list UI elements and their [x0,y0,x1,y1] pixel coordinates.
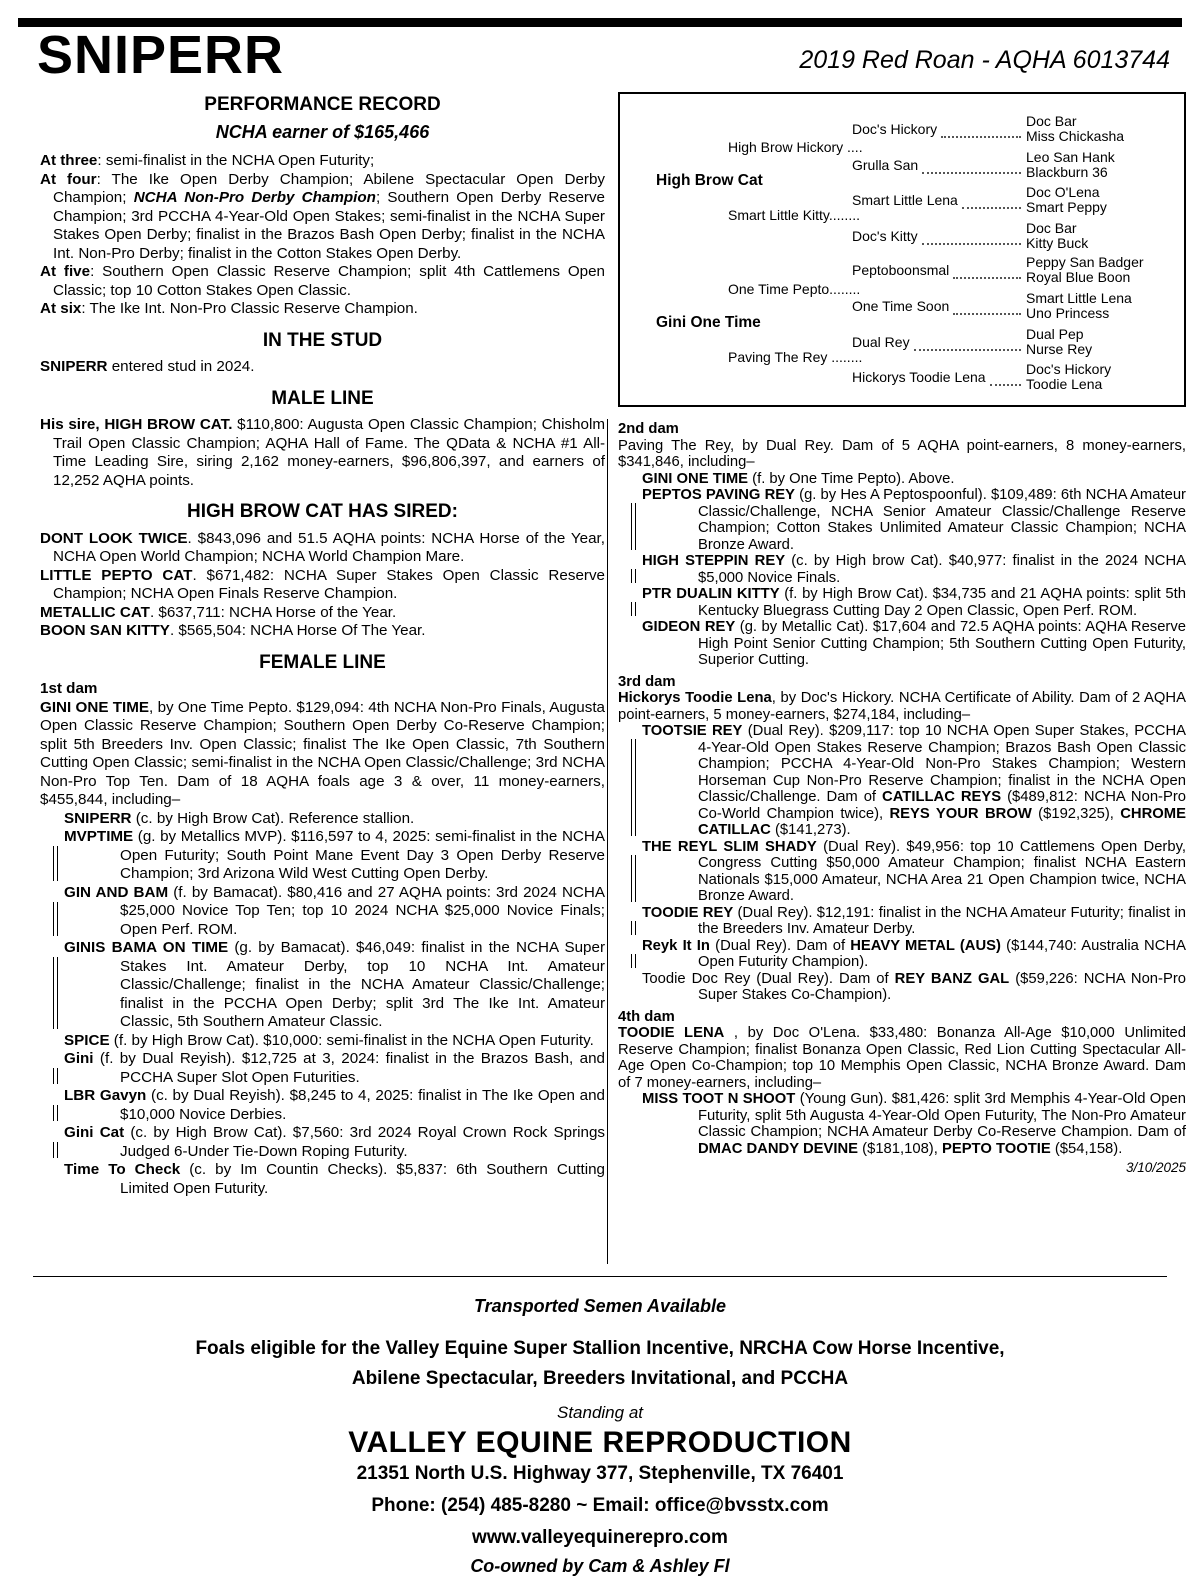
ancestor-name: Dual Rey [852,333,910,350]
right-column [618,92,1186,1177]
progeny-entry: TOODIE REY (Dual Rey). $12,191: finalist in the NCHA Amateur Futurity; finalist in the Breeders Inv. Amateur Derby. [642,905,1186,938]
left-column [40,92,605,1198]
ancestor-name: Doc Bar [1026,113,1077,129]
continuation-bars [631,855,636,902]
progeny-entry: PEPTOS PAVING REY (g. by Hes A Peptospoonful). $109,489: 6th NCHA Amateur Classic/Challenge, NCHA Senior Amateur Classic/Challenge Reserve Champion; Cotton Stakes Unlimited Amateur Classic Champion; NCHA Bronze Award. [642,487,1186,553]
performance-list [40,152,605,319]
progeny-entry: Gini Cat (c. by High Brow Cat). $7,560: 3rd 2024 Royal Crown Rock Springs Judged 6-Under Tie-Down Roping Futurity. [64,1124,605,1161]
website-url: www.valleyequinerepro.com [472,1527,728,1548]
continuation-bars [631,739,636,836]
continuation-bars [631,921,636,935]
ancestor-pair [1026,185,1178,215]
dotted-leader [941,121,1021,138]
dotted-leader [962,192,1021,209]
dam-heading: 3rd dam [618,673,676,690]
pedigree-row [852,362,1178,392]
pedigree-row [852,327,1178,357]
ancestor-name: Doc's Hickory [852,120,938,137]
progeny-entry: MVPTIME (g. by Metallics MVP). $116,597 to 4, 2025: semi-finalist in the NCHA Open Futurity; South Point Mane Event Day 3 Open Derby Reserve Champion; 3rd Arizona Wild West Cutting Open Derby. [64,828,605,884]
progeny-entry: TOOTSIE REY (Dual Rey). $209,117: top 10 NCHA Open Super Stakes, PCCHA 4-Year-Old Open Stakes Reserve Champion; Brazos Bash Open Classic Champion; PCCHA 4-Year-Old Non-Pro Stakes Champion; Western Horseman Cup Non-Pro Reserve Champion; finalist in the NCHA Open Classic/Challenge. Dam of CATILLAC REYS ($489,812: NCHA Non-Pro Co-World Champion twice), REYS YOUR BROW ($192,325), CHROME CATILLAC ($141,273). [642,723,1186,839]
ancestor-pair [1026,327,1178,357]
sired-entry: LITTLE PEPTO CAT. $671,482: NCHA Super Stakes Open Classic Reserve Champion; NCHA Open Finals Reserve Champion. [40,566,605,602]
earnings-line: NCHA earner of $165,466 [215,121,430,142]
dam-heading: 1st dam [40,680,98,697]
ancestor-name: Doc's Hickory [1026,361,1112,377]
continuation-bars [631,954,636,968]
footer-rule [33,1276,1167,1277]
progeny-entry: SNIPERR (c. by High Brow Cat). Reference stallion. [64,809,415,827]
progeny-entry: HIGH STEPPIN REY (c. by High brow Cat). $40,977: finalist in the 2024 NCHA $5,000 Novice Finals. [642,553,1186,586]
stud-paragraph: SNIPERR entered stud in 2024. [40,358,255,375]
pedigree-row [852,150,1178,180]
performance-record-item: At three: semi-finalist in the NCHA Open Futurity; [40,152,375,169]
ancestor-name: Dual Pep [1026,326,1084,342]
ancestor-name: One Time Soon [852,297,950,314]
ancestor-name: Nurse Rey [1026,341,1093,357]
dam-heading: 2nd dam [618,421,679,437]
standing-at-label: Standing at [556,1403,643,1422]
dotted-leader [922,157,1021,174]
progeny-entry: GINIS BAMA ON TIME (g. by Bamacat). $46,049: finalist in the NCHA Super Stakes Int. Amateur Derby, top 10 NCHA Int. Amateur Classic/Challenge; finalist in the NCHA Amateur Classic/Challenge; finalist in the PCCHA Open Derby; split 3rd The Ike Int. Amateur Classic, 5th Southern Amateur Classic. [64,939,605,1032]
eligibility-line-1: Foals eligible for the Valley Equine Super Stallion Incentive, NRCHA Cow Horse Incentive, [195,1338,1005,1359]
ancestor-name: Grulla San [852,156,919,173]
dam-intro: Paving The Rey, by Dual Rey. Dam of 5 AQHA point-earners, 8 money-earners, $341,846, including– [618,437,1186,470]
pedigree-dam: Gini One Time [656,314,761,331]
continuation-bars [53,846,58,881]
owner-line-clipped: Co-owned by Cam & Ashley Fl [470,1556,730,1576]
pedigree-grandsire: High Brow Hickory .... [728,139,863,155]
pedigree-granddam: Smart Little Kitty........ [728,207,860,223]
ancestor-name: Doc Bar [1026,220,1077,236]
performance-record-heading: PERFORMANCE RECORD [204,94,441,115]
pedigree-row [852,255,1178,285]
continuation-bars [631,503,636,550]
ancestor-pair [1026,291,1178,321]
performance-record-item: At six: The Ike Int. Non-Pro Classic Reserve Champion. [40,300,418,317]
ancestor-name: Toodie Lena [1026,376,1103,392]
column-divider [607,419,608,1264]
ancestor-name: Kitty Buck [1026,235,1089,251]
continuation-bars [631,569,636,583]
pedigree-row [852,185,1178,215]
progeny-entry: GIDEON REY (g. by Metallic Cat). $17,604 and 72.5 AQHA points: AQHA Reserve High Point Senior Cutting Champion; 5th Southern Cutting Open Futurity, Superior Cutting. [642,619,1186,668]
ancestor-pair [1026,221,1178,251]
continuation-bars [53,902,58,937]
ancestor-name: Doc O'Lena [1026,184,1100,200]
dam-intro: Hickorys Toodie Lena, by Doc's Hickory. NCHA Certificate of Ability. Dam of 2 AQHA point-earners, 5 money-earners, $274,184, including– [618,690,1186,723]
ancestor-name: Smart Peppy [1026,199,1107,215]
ancestor-pair [1026,255,1178,285]
continuation-bars [53,1105,58,1121]
pedigree-granddam: Paving The Rey ........ [728,349,863,365]
page-title: SNIPERR [37,25,285,85]
dam-heading: 4th dam [618,1008,675,1025]
ancestor-name: Leo San Hank [1026,149,1115,165]
pedigree-row [852,221,1178,251]
dotted-leader [953,262,1021,279]
dotted-leader [990,369,1021,386]
ancestor-name: Royal Blue Boon [1026,269,1131,285]
in-the-stud-heading: IN THE STUD [262,329,383,351]
first-dam-section [40,680,605,1198]
male-line-paragraph: His sire, HIGH BROW CAT. $110,800: Augusta Open Classic Champion; Chisholm Trail Open Classic Champion; AQHA Hall of Fame. The QData & NCHA #1 All-Time Leading Sire, siring 2,162 money-earners, $96,806,397, and earners of 12,252 AQHA points. [40,416,605,489]
continuation-bars [53,957,58,1029]
progeny-entry: SPICE (f. by High Brow Cat). $10,000: semi-finalist in the NCHA Open Futurity. [64,1031,594,1049]
continuation-bars [53,1142,58,1158]
continuation-bars [631,602,636,616]
ancestor-name: Doc's Kitty [852,227,918,244]
performance-record-item: At four: The Ike Open Derby Champion; Abilene Spectacular Open Derby Champion; NCHA Non-Pro Derby Champion; Southern Open Derby Reserve Champion; 3rd PCCHA 4-Year-Old Open Stakes; semi-finalist in the NCHA Super Stakes Open Derby; finalist in the Brazos Bash Open Derby; finalist in the NCHA Int. Non-Pro Derby; finalist in the Cotton Stakes Open Derby. [40,170,605,262]
progeny-entry: Time To Check (c. by Im Countin Checks). $5,837: 6th Southern Cutting Limited Open Futurity. [64,1161,606,1197]
progeny-entry: Reyk It In (Dual Rey). Dam of HEAVY METAL (AUS) ($144,740: Australia NCHA Open Futurity Champion). [642,938,1186,971]
phone-email-line: Phone: (254) 485-8280 ~ Email: office@bvsstx.com [371,1495,829,1516]
sired-heading: HIGH BROW CAT HAS SIRED: [187,501,458,522]
dam-intro: GINI ONE TIME, by One Time Pepto. $129,094: 4th NCHA Non-Pro Finals, Augusta Open Classic Reserve Champion; Southern Open Derby Co-Reserve Champion; split 5th Breeders Inv. Open Classic; finalist The Ike Open Classic, 7th Southern Cutting Open Classic; semi-finalist in the NCHA Open Classic/Challenge; 3rd NCHA Non-Pro Top Ten. Dam of 18 AQHA foals age 3 & over, 11 money-earners, $455,844, including– [40,698,606,808]
female-line-heading: FEMALE LINE [259,651,386,673]
progeny-entry: Toodie Doc Rey (Dual Rey). Dam of REY BANZ GAL ($59,226: NCHA Non-Pro Super Stakes Co-Champion). [642,970,1186,1003]
sired-entry: DONT LOOK TWICE. $843,096 and 51.5 AQHA points: NCHA Horse of the Year, NCHA Open World Champion; NCHA World Champion Mare. [40,529,605,565]
dam-intro: TOODIE LENA , by Doc O'Lena. $33,480: Bonanza All-Age $10,000 Unlimited Reserve Champion; finalist Bonanza Open Classic, Red Lion Cutting Spectacular All-Age Open Co-Champion; top 10 Memphis Open Classic, NCHA Bronze Award. Dam of 7 money-earners, including– [618,1025,1186,1091]
eligibility-line-2: Abilene Spectacular, Breeders Invitational, and PCCHA [351,1368,849,1389]
pedigree-chart [618,92,1186,407]
ancestor-name: Hickorys Toodie Lena [852,368,986,385]
ancestor-name: Smart Little Lena [852,191,958,208]
sired-entry: METALLIC CAT. $637,711: NCHA Horse of the Year. [40,603,397,621]
ancestor-name: Miss Chickasha [1026,128,1125,144]
footer [0,1276,1200,1577]
progeny-entry: THE REYL SLIM SHADY (Dual Rey). $49,956: top 10 Cattlemens Open Derby, Congress Cutting $50,000 Amateur Champion; finalist NCHA Eastern Nationals $15,000 Amateur, NCHA Area 21 Open Champion twice, NCHA Bronze Award. [642,839,1186,905]
pedigree-sire: High Brow Cat [656,172,763,189]
revision-date: 3/10/2025 [1125,1160,1186,1175]
pedigree-row [852,291,1178,321]
extended-dams-section [618,421,1186,1157]
progeny-entry: MISS TOOT N SHOOT (Young Gun). $81,426: split 3rd Memphis 4-Year-Old Open Futurity, split 5th Augusta 4-Year-Old Open Futurity, The Non-Pro Amateur Classic Champion; NCHA Amateur Derby Co-Reserve Champion. Dam of DMAC DANDY DEVINE ($181,108), PEPTO TOOTIE ($54,158). [642,1091,1186,1157]
ancestor-name: Peppy San Badger [1026,254,1144,270]
ancestor-name: Smart Little Lena [1026,290,1132,306]
ancestor-name: Peptoboonsmal [852,261,950,278]
ancestor-name: Blackburn 36 [1026,164,1108,180]
ancestor-pair [1026,114,1178,144]
progeny-entry: Gini (f. by Dual Reyish). $12,725 at 3, 2024: finalist in the Brazos Bash, and PCCHA Super Slot Open Futurities. [64,1050,605,1087]
pedigree-row [852,114,1178,144]
progeny-entry: GIN AND BAM (f. by Bamacat). $80,416 and 27 AQHA points: 3rd 2024 NCHA $25,000 Novice Top Ten; top 10 2024 NCHA $25,000 Novice Finals; Open Perf. ROM. [64,884,605,940]
male-line-heading: MALE LINE [271,387,374,409]
continuation-bars [53,1068,58,1084]
ancestor-pair [1026,150,1178,180]
facility-name: VALLEY EQUINE REPRODUCTION [348,1426,852,1459]
sired-entry: BOON SAN KITTY. $565,504: NCHA Horse Of The Year. [40,622,426,639]
dotted-leader [922,228,1021,245]
progeny-entry: GINI ONE TIME (f. by One Time Pepto). Above. [642,470,955,487]
ancestor-pair [1026,362,1178,392]
facility-address: 21351 North U.S. Highway 377, Stephenville, TX 76401 [356,1463,844,1484]
ancestor-name: Uno Princess [1026,305,1110,321]
dotted-leader [953,298,1021,315]
progeny-entry: PTR DUALIN KITTY (f. by High Brow Cat). $34,735 and 21 AQHA points: split 5th Kentucky Bluegrass Cutting Day 2 Open Classic, Open Perf. ROM. [642,586,1186,619]
pedigree-grandsire: One Time Pepto........ [728,281,861,297]
dotted-leader [914,334,1021,351]
sired-list [40,530,605,641]
progeny-entry: LBR Gavyn (c. by Dual Reyish). $8,245 to 4, 2025: finalist in The Ike Open and $10,000 Novice Derbies. [64,1087,605,1124]
horse-description: 2019 Red Roan - AQHA 6013744 [799,46,1170,74]
transported-semen-line: Transported Semen Available [473,1296,727,1316]
performance-record-item: At five: Southern Open Classic Reserve Champion; split 4th Cattlemens Open Classic; top 10 Cotton Stakes Open Classic. [40,263,605,299]
